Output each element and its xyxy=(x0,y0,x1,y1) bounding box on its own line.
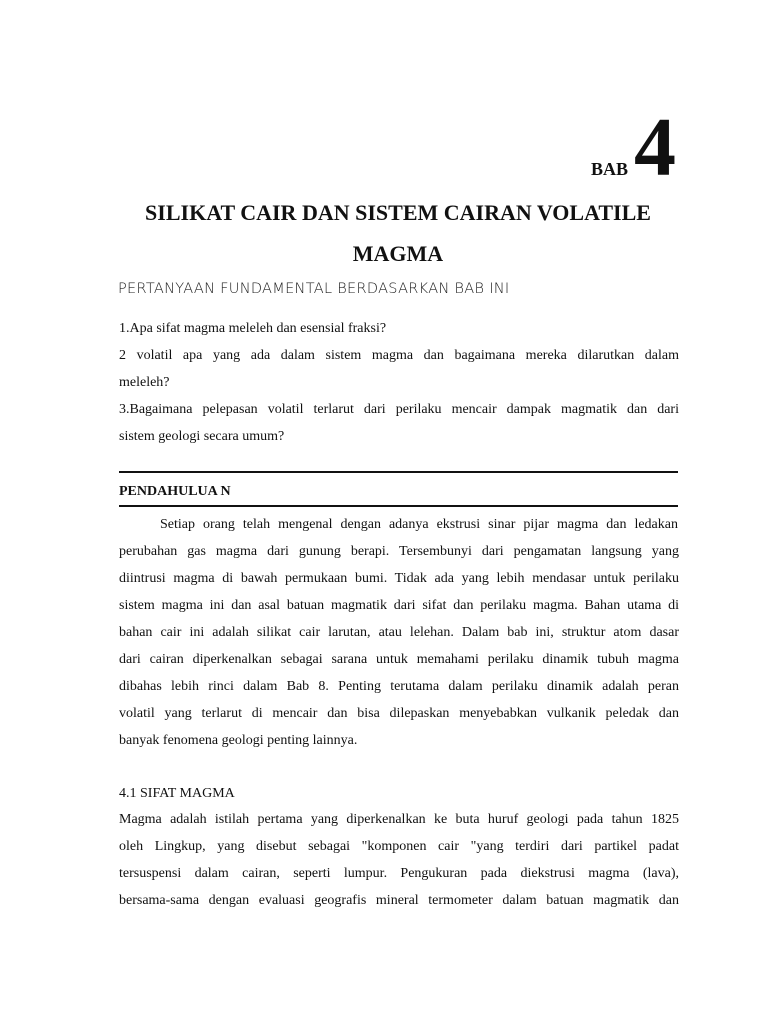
question-1: 1.Apa sifat magma meleleh dan esensial fraksi? xyxy=(119,321,387,336)
intro-line: diintrusi magma di bawah permukaan bumi. Tidak ada yang lebih mendasar untuk perilaku xyxy=(119,571,679,586)
section-line: tersuspensi dalam cairan, seperti lumpur. Pengukuran pada diekstrusi magma (lava), xyxy=(119,866,679,881)
top-divider xyxy=(119,471,678,473)
question-3: 3.Bagaimana pelepasan volatil terlarut dari perilaku mencair dampak magmatik dan dari xyxy=(119,402,679,417)
question-2: 2 volatil apa yang ada dalam sistem magma dan bagaimana mereka dilarutkan dalam xyxy=(119,348,679,363)
intro-line: volatil yang terlarut di mencair dan bisa dilepaskan menyebabkan vulkanik peledak dan xyxy=(119,706,679,721)
intro-line: perubahan gas magma dari gunung berapi. Tersembunyi dari pengamatan langsung yang xyxy=(119,544,679,559)
question-3-continued: sistem geologi secara umum? xyxy=(119,429,285,444)
chapter-number: 4 xyxy=(634,101,676,194)
intro-line: Setiap orang telah mengenal dengan adanya ekstrusi sinar pijar magma dan ledakan xyxy=(160,517,678,532)
section-heading: 4.1 SIFAT MAGMA xyxy=(119,786,235,801)
chapter-title-line-1: SILIKAT CAIR DAN SISTEM CAIRAN VOLATILE xyxy=(145,200,651,225)
fundamental-questions-heading: PERTANYAAN FUNDAMENTAL BERDASARKAN BAB INI xyxy=(118,281,510,297)
chapter-title-line-2: MAGMA xyxy=(352,241,444,266)
section-line: oleh Lingkup, yang disebut sebagai "komponen cair "yang terdiri dari partikel padat xyxy=(119,839,679,854)
bottom-divider xyxy=(119,505,678,507)
question-2-continued: meleleh? xyxy=(119,375,170,390)
chapter-label: BAB xyxy=(590,159,628,179)
intro-line: banyak fenomena geologi penting lainnya. xyxy=(119,733,358,748)
section-line: bersama-sama dengan evaluasi geografis mineral termometer dalam batuan magmatik dan xyxy=(119,893,679,908)
intro-line: dari cairan diperkenalkan sebagai sarana untuk memahami perilaku dinamik tubuh magma xyxy=(119,652,679,667)
chapter-marker xyxy=(590,101,676,194)
intro-heading: PENDAHULUA N xyxy=(119,484,231,499)
intro-line: bahan cair ini adalah silikat cair larutan, atau lelehan. Dalam bab ini, struktur atom dasar xyxy=(119,625,679,640)
section-line: Magma adalah istilah pertama yang diperkenalkan ke buta huruf geologi pada tahun 1825 xyxy=(119,812,679,827)
intro-line: dibahas lebih rinci dalam Bab 8. Penting terutama dalam perilaku dinamik adalah peran xyxy=(119,679,679,694)
intro-line: sistem magma ini dan asal batuan magmatik dari sifat dan perilaku magma. Bahan utama di xyxy=(119,598,679,613)
